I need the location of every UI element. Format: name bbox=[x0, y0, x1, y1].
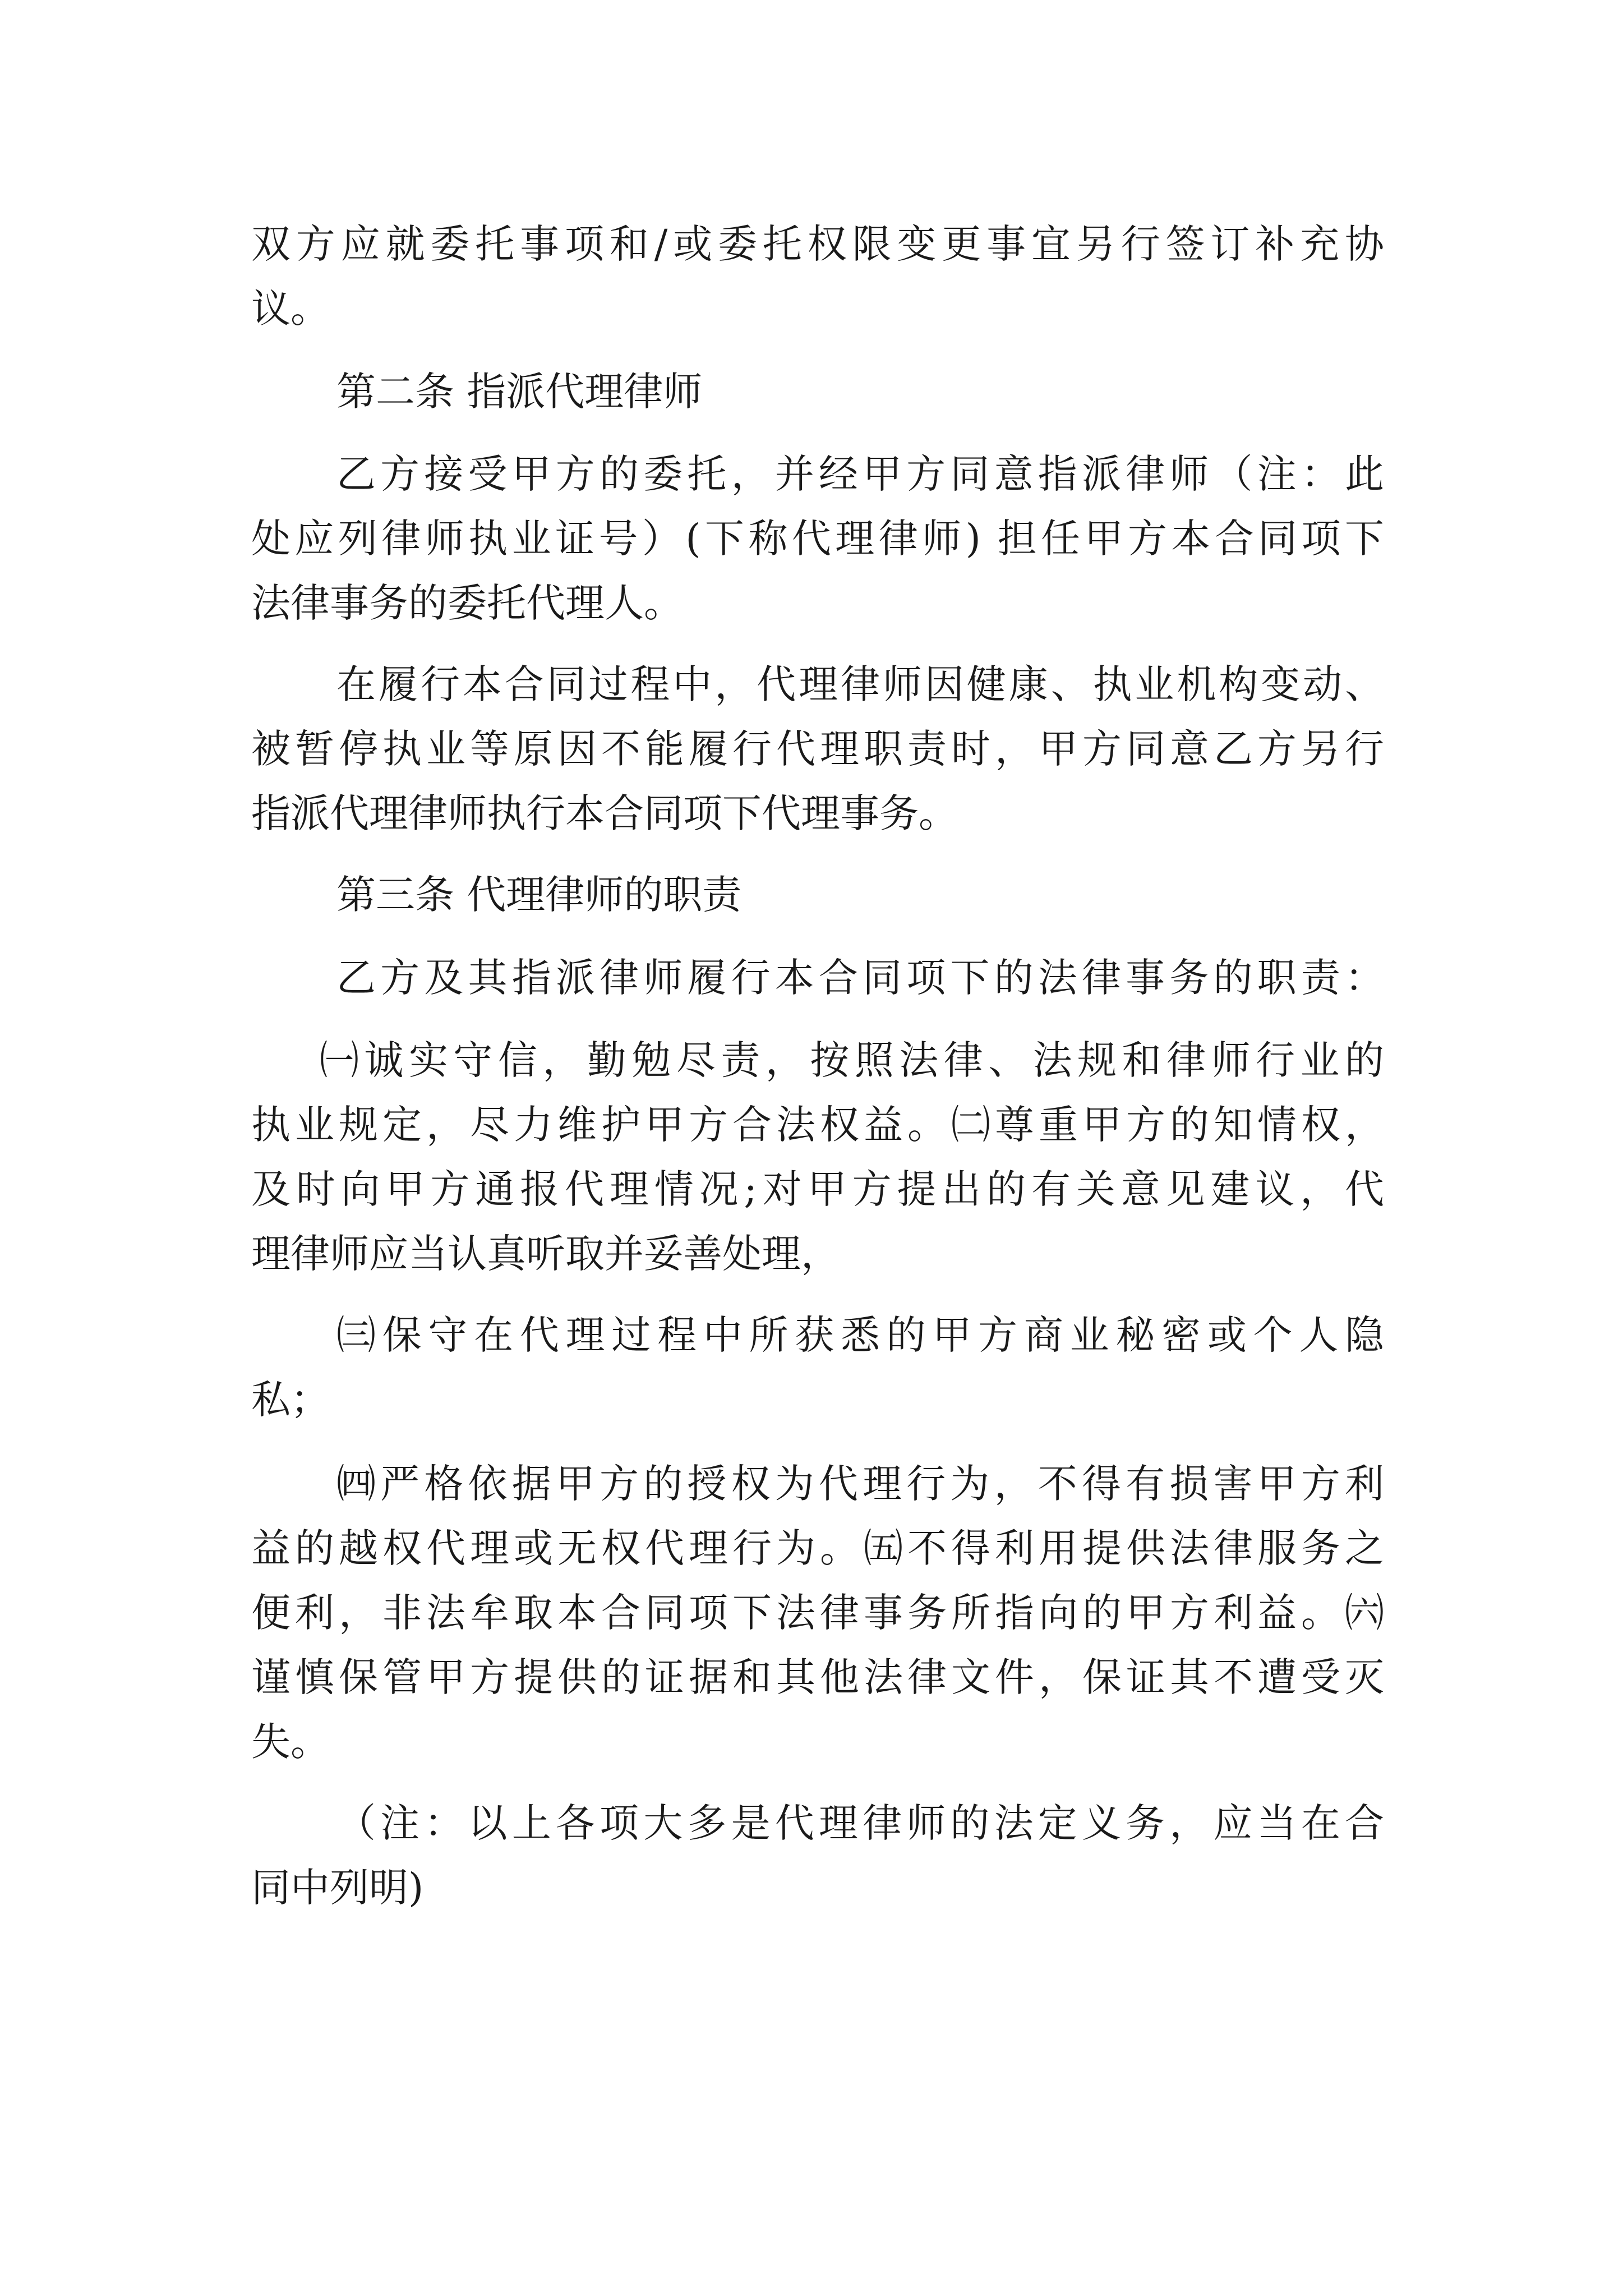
text-line: 乙方及其指派律师履行本合同项下的法律事务的职责： bbox=[336, 955, 1384, 1001]
text-line: 被暂停执业等原因不能履行代理职责时，甲方同意乙方另行 bbox=[251, 726, 1384, 772]
text-line: 处应列律师执业证号）(下称代理律师) 担任甲方本合同项下 bbox=[251, 516, 1384, 562]
section-heading: 第二条 指派代理律师 bbox=[336, 369, 703, 415]
note-line: 同中列明) bbox=[251, 1865, 424, 1911]
text-line: 法律事务的委托代理人。 bbox=[251, 580, 683, 626]
text-line: 指派代理律师执行本合同项下代理事务。 bbox=[251, 790, 958, 836]
list-item: ㈢保守在代理过程中所获悉的甲方商业秘密或个人隐 bbox=[336, 1312, 1384, 1358]
section-heading: 第三条 代理律师的职责 bbox=[336, 872, 742, 918]
text-line: 益的越权代理或无权代理行为。㈤不得利用提供法律服务之 bbox=[251, 1525, 1384, 1571]
text-line: 理律师应当认真听取并妥善处理， bbox=[251, 1231, 840, 1277]
text-line: 执业规定，尽力维护甲方合法权益。㈡尊重甲方的知情权， bbox=[251, 1102, 1384, 1148]
text-line: 及时向甲方通报代理情况;对甲方提出的有关意见建议，代 bbox=[251, 1166, 1384, 1212]
text-line: 便利，非法牟取本合同项下法律事务所指向的甲方利益。㈥ bbox=[251, 1590, 1384, 1636]
text-line: 私； bbox=[251, 1377, 330, 1423]
text-line: 谨慎保管甲方提供的证据和其他法律文件，保证其不遭受灭 bbox=[251, 1654, 1384, 1700]
text-line: 在履行本合同过程中，代理律师因健康、执业机构变动、 bbox=[336, 661, 1384, 707]
text-line: 双方应就委托事项和/或委托权限变更事宜另行签订补充协 bbox=[251, 221, 1384, 267]
text-line: 议。 bbox=[251, 286, 330, 332]
list-item: ㈠诚实守信，勤勉尽责，按照法律、法规和律师行业的 bbox=[320, 1037, 1384, 1083]
list-item: ㈣严格依据甲方的授权为代理行为，不得有损害甲方利 bbox=[336, 1461, 1384, 1507]
text-line: 失。 bbox=[251, 1719, 330, 1765]
text-line: 乙方接受甲方的委托，并经甲方同意指派律师（注：此 bbox=[336, 451, 1384, 497]
note-line: （注：以上各项大多是代理律师的法定义务，应当在合 bbox=[336, 1800, 1384, 1846]
